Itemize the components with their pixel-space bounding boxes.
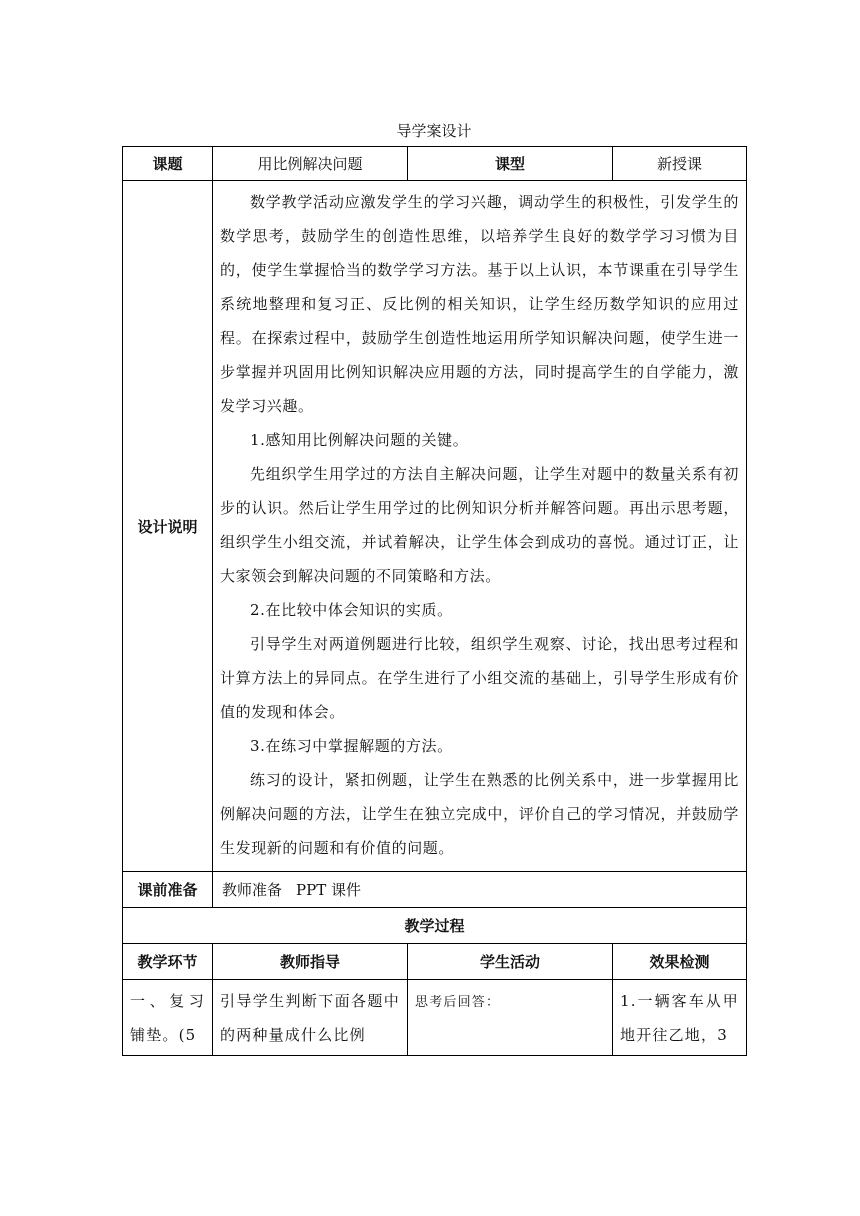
design-row — [123, 181, 747, 872]
design-paragraph: 引导学生对两道例题进行比较，组织学生观察、讨论，找出思考过程和计算方法上的异同点。在学生进行了小组交流的基础上，引导学生形成有价值的发现和体会。 — [220, 635, 739, 721]
design-paragraph: 练习的设计，紧扣例题，让学生在熟悉的比例关系中，进一步掌握用比例解决问题的方法，让学生在独立完成中，评价自己的学习情况，并鼓励学生发现新的问题和有价值的问题。 — [220, 771, 739, 857]
column-header-stage: 教学环节 — [123, 944, 213, 980]
lesson-plan-table — [122, 146, 747, 1056]
prep-value: 教师准备 — [222, 881, 283, 899]
design-heading-1: 1.感知用比例解决问题的关键。 — [250, 431, 469, 449]
stage-cell: 一、复习铺垫。(5 — [130, 992, 205, 1044]
topic-value: 用比例解决问题 — [213, 147, 408, 181]
process-row — [123, 980, 747, 1056]
process-title-row — [123, 908, 747, 944]
design-paragraph: 先组织学生用学过的方法自主解决问题，让学生对题中的数量关系有初步的认识。然后让学生用学过的比例知识分析并解答问题。再出示思考题，组织学生小组交流，并试着解决，让学生体会到成功的喜悦。通过订正，让大家领会到解决问题的不同策略和方法。 — [220, 465, 739, 585]
prep-material: PPT 课件 — [296, 881, 361, 899]
design-label: 设计说明 — [123, 181, 213, 872]
effect-check-cell: 1.一辆客车从甲地开往乙地，3 — [620, 992, 739, 1044]
column-header-teacher: 教师指导 — [213, 944, 408, 980]
process-title: 教学过程 — [123, 908, 747, 944]
teacher-guidance-cell: 引导学生判断下面各题中的两种量成什么比例 — [220, 992, 400, 1044]
student-activity-cell: 思考后回答： — [415, 995, 501, 1010]
document-title: 导学案设计 — [396, 122, 472, 140]
prep-content — [213, 872, 747, 908]
design-heading-3: 3.在练习中掌握解题的方法。 — [250, 737, 453, 755]
column-header-check: 效果检测 — [613, 944, 747, 980]
lesson-type-value: 新授课 — [613, 147, 747, 181]
process-header-row — [123, 944, 747, 980]
column-header-student: 学生活动 — [408, 944, 613, 980]
design-heading-2: 2.在比较中体会知识的实质。 — [250, 601, 453, 619]
prep-row — [123, 872, 747, 908]
design-description — [213, 181, 747, 872]
lesson-type-label: 课型 — [408, 147, 613, 181]
prep-label: 课前准备 — [123, 872, 213, 908]
topic-label: 课题 — [123, 147, 213, 181]
design-paragraph: 数学教学活动应激发学生的学习兴趣，调动学生的积极性，引发学生的数学思考，鼓励学生的创造性思维，以培养学生良好的数学学习习惯为目的，使学生掌握恰当的数学学习方法。基于以上认识，本节课重在引导学生系统地整理和复习正、反比例的相关知识，让学生经历数学知识的应用过程。在探索过程中，鼓励学生创造性地运用所学知识解决问题，使学生进一步掌握并巩固用比例知识解决应用题的方法，同时提高学生的自学能力，激发学习兴趣。 — [220, 193, 739, 415]
topic-row — [123, 147, 747, 181]
